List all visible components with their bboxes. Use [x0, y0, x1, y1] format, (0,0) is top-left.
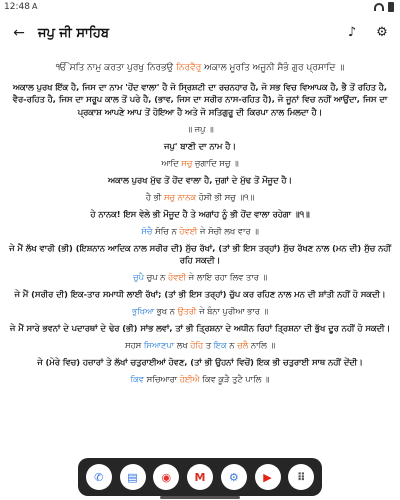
status-alert-icon: A: [32, 2, 38, 11]
nav-bar: [0, 456, 400, 500]
page-title: ਜਪੁ ਜੀ ਸਾਹਿਬ: [38, 25, 109, 41]
app-dock: [78, 458, 322, 496]
gurbani-content[interactable]: [8, 62, 392, 454]
kiv-line: ਕਿਵ ਸਚਿਆਰਾ ਹੋਈਐ ਕਿਵ ਕੂੜੈ ਤੁਟੈ ਪਾਲਿ ॥: [130, 374, 270, 384]
chupai-meaning: ਜੇ ਮੈਂ (ਸਰੀਰ ਦੀ) ਇਕ-ਤਾਰ ਸਮਾਧੀ ਲਾਈ ਰੱਖਾਂ; (ਤਾਂ ਭੀ ਇਸ ਤਰ੍ਹਾਂ) ਚੁੱਪ ਕਰ ਰਹਿਣ ਨਾਲ ਮਨ ਦੀ ਸ਼ਾਂਤੀ ਨਹੀਂ ਹੋ ਸਕਦੀ।: [14, 289, 386, 299]
status-icons: [374, 2, 394, 12]
wifi-icon: [374, 3, 384, 11]
music-button[interactable]: [340, 20, 364, 44]
bhukhia-meaning: ਜੇ ਮੈਂ ਸਾਰੇ ਭਵਨਾਂ ਦੇ ਪਦਾਰਥਾਂ ਦੇ ਢੇਰ (ਭੀ) ਸਾਂਭ ਲਵਾਂ, ਤਾਂ ਭੀ ਤ੍ਰਿਸ਼ਨਾ ਦੇ ਅਧੀਨ ਰਿਹਾਂ ਤ੍ਰਿਸ਼ਨਾ ਦੀ ਭੁੱਖ ਦੂਰ ਨਹੀਂ ਹੋ ਸਕਦੀ।: [9, 323, 391, 333]
chrome-icon[interactable]: ◉: [153, 464, 179, 490]
app-bar-actions: [340, 20, 394, 44]
music-note-icon: ♪: [347, 24, 357, 40]
arrow-left-icon: ←: [13, 25, 25, 41]
settings-button[interactable]: [370, 20, 394, 44]
sahas-line: ਸਹਸ ਸਿਆਣਪਾ ਲਖ ਹੋਹਿ ਤ ਇਕ ਨ ਚਲੈ ਨਾਲਿ ॥: [124, 340, 276, 350]
japu-title: ॥ ਜਪੁ ॥: [186, 123, 214, 134]
youtube-icon[interactable]: ▶: [255, 464, 281, 490]
status-bar: [0, 0, 400, 16]
app-drawer-icon[interactable]: ⠿: [288, 464, 314, 490]
hai-bhi-line: ਹੈ ਭੀ ਸਚੁ ਨਾਨਕ ਹੋਸੀ ਭੀ ਸਚੁ ॥੧॥: [145, 191, 255, 202]
app-bar: [0, 18, 400, 48]
hai-bhi-meaning: ਹੇ ਨਾਨਕ! ਇਸ ਵੇਲੇ ਭੀ ਮੌਜੂਦ ਹੈ ਤੇ ਅਗਾਂਹ ਨੂੰ ਭੀ ਹੋਂਦ ਵਾਲਾ ਰਹੇਗਾ ॥੧॥: [90, 208, 310, 219]
mool-mantar: ੴ ਸਤਿ ਨਾਮੁ ਕਰਤਾ ਪੁਰਖੁ ਨਿਰਭਉ ਨਿਰਵੈਰੁ ਅਕਾਲ ਮੂਰਤਿ ਅਜੂਨੀ ਸੈਭੰ ਗੁਰ ਪ੍ਰਸਾਦਿ ॥: [55, 63, 345, 73]
messages-icon[interactable]: ▤: [120, 464, 146, 490]
phone-icon[interactable]: ✆: [86, 464, 112, 490]
back-button[interactable]: [6, 20, 32, 46]
sahas-meaning: ਜੇ (ਮੇਰੇ ਵਿਚ) ਹਜ਼ਾਰਾਂ ਤੇ ਲੱਖਾਂ ਚਤੁਰਾਈਆਂ ਹੋਵਣ, (ਤਾਂ ਭੀ ਉਹਨਾਂ ਵਿਚੋਂ) ਇਕ ਭੀ ਚਤੁਰਾਈ ਸਾਥ ਨਹੀਂ ਦੇਂਦੀ।: [37, 357, 363, 367]
battery-icon: [388, 2, 394, 12]
sochai-meaning: ਜੇ ਮੈਂ ਲੱਖ ਵਾਰੀ (ਭੀ) (ਇਸ਼ਨਾਨ ਆਦਿਕ ਨਾਲ ਸਰੀਰ ਦੀ) ਸੁੱਚ ਰੱਖਾਂ, (ਤਾਂ ਭੀ ਇਸ ਤਰ੍ਹਾਂ) ਸੁੱਚ ਰੱਖਣ ਨਾਲ (ਮਨ ਦੀ) ਸੁੱਚ ਨਹੀਂ ਰਹਿ ਸਕਦੀ।: [9, 242, 391, 265]
mool-mantar-meaning: ਅਕਾਲ ਪੁਰਖ ਇੱਕ ਹੈ, ਜਿਸ ਦਾ ਨਾਮ 'ਹੋਂਦ ਵਾਲਾ' ਹੈ ਜੋ ਸ੍ਰਿਸ਼ਟੀ ਦਾ ਰਚਨਹਾਰ ਹੈ, ਜੋ ਸਭ ਵਿਚ ਵਿਆਪਕ ਹੈ, ਭੈ ਤੋਂ ਰਹਿਤ ਹੈ, ਵੈਰ-ਰਹਿਤ ਹੈ, ਜਿਸ ਦਾ ਸਰੂਪ ਕਾਲ ਤੋਂ ਪਰੇ ਹੈ, (ਭਾਵ, ਜਿਸ ਦਾ ਸਰੀਰ ਨਾਸ-ਰਹਿਤ ਹੈ), ਜੋ ਜੂਨਾਂ ਵਿਚ ਨਹੀਂ ਆਉਂਦਾ, ਜਿਸ ਦਾ ਪ੍ਰਕਾਸ਼ ਆਪਣੇ ਆਪ ਤੋਂ ਹੋਇਆ ਹੈ ਅਤੇ ਜੋ ਸਤਿਗੁਰੂ ਦੀ ਕਿਰਪਾ ਨਾਲ ਮਿਲਦਾ ਹੈ।: [12, 81, 388, 117]
aad-sach-line: ਆਦਿ ਸਚੁ ਜੁਗਾਦਿ ਸਚੁ ॥: [161, 157, 239, 168]
japu-meaning: ਜਪੁ' ਬਾਣੀ ਦਾ ਨਾਮ ਹੈ।: [164, 140, 236, 151]
gear-icon: ⚙: [376, 24, 388, 40]
settings-app-icon[interactable]: ⚙: [221, 464, 247, 490]
chupai-line: ਚੁਪੈ ਚੁਪ ਨ ਹੋਵਈ ਜੇ ਲਾਇ ਰਹਾ ਲਿਵ ਤਾਰ ॥: [133, 272, 267, 282]
bhukhia-line: ਭੁਖਿਆ ਭੁਖ ਨ ਉਤਰੀ ਜੇ ਬੰਨਾ ਪੁਰੀਆ ਭਾਰ ॥: [131, 306, 268, 316]
status-time: 12:48: [4, 2, 30, 12]
aad-sach-meaning: ਅਕਾਲ ਪੁਰਖ ਮੁੱਢ ਤੋਂ ਹੋਂਦ ਵਾਲਾ ਹੈ, ਜੁਗਾਂ ਦੇ ਮੁੱਢ ਤੋਂ ਮੌਜੂਦ ਹੈ।: [107, 174, 293, 185]
home-indicator[interactable]: [160, 496, 240, 499]
gmail-icon[interactable]: M: [187, 464, 213, 490]
sochai-line: ਸੋਚੈ ਸੋਚਿ ਨ ਹੋਵਈ ਜੇ ਸੋਚੀ ਲਖ ਵਾਰ ॥: [141, 225, 259, 236]
